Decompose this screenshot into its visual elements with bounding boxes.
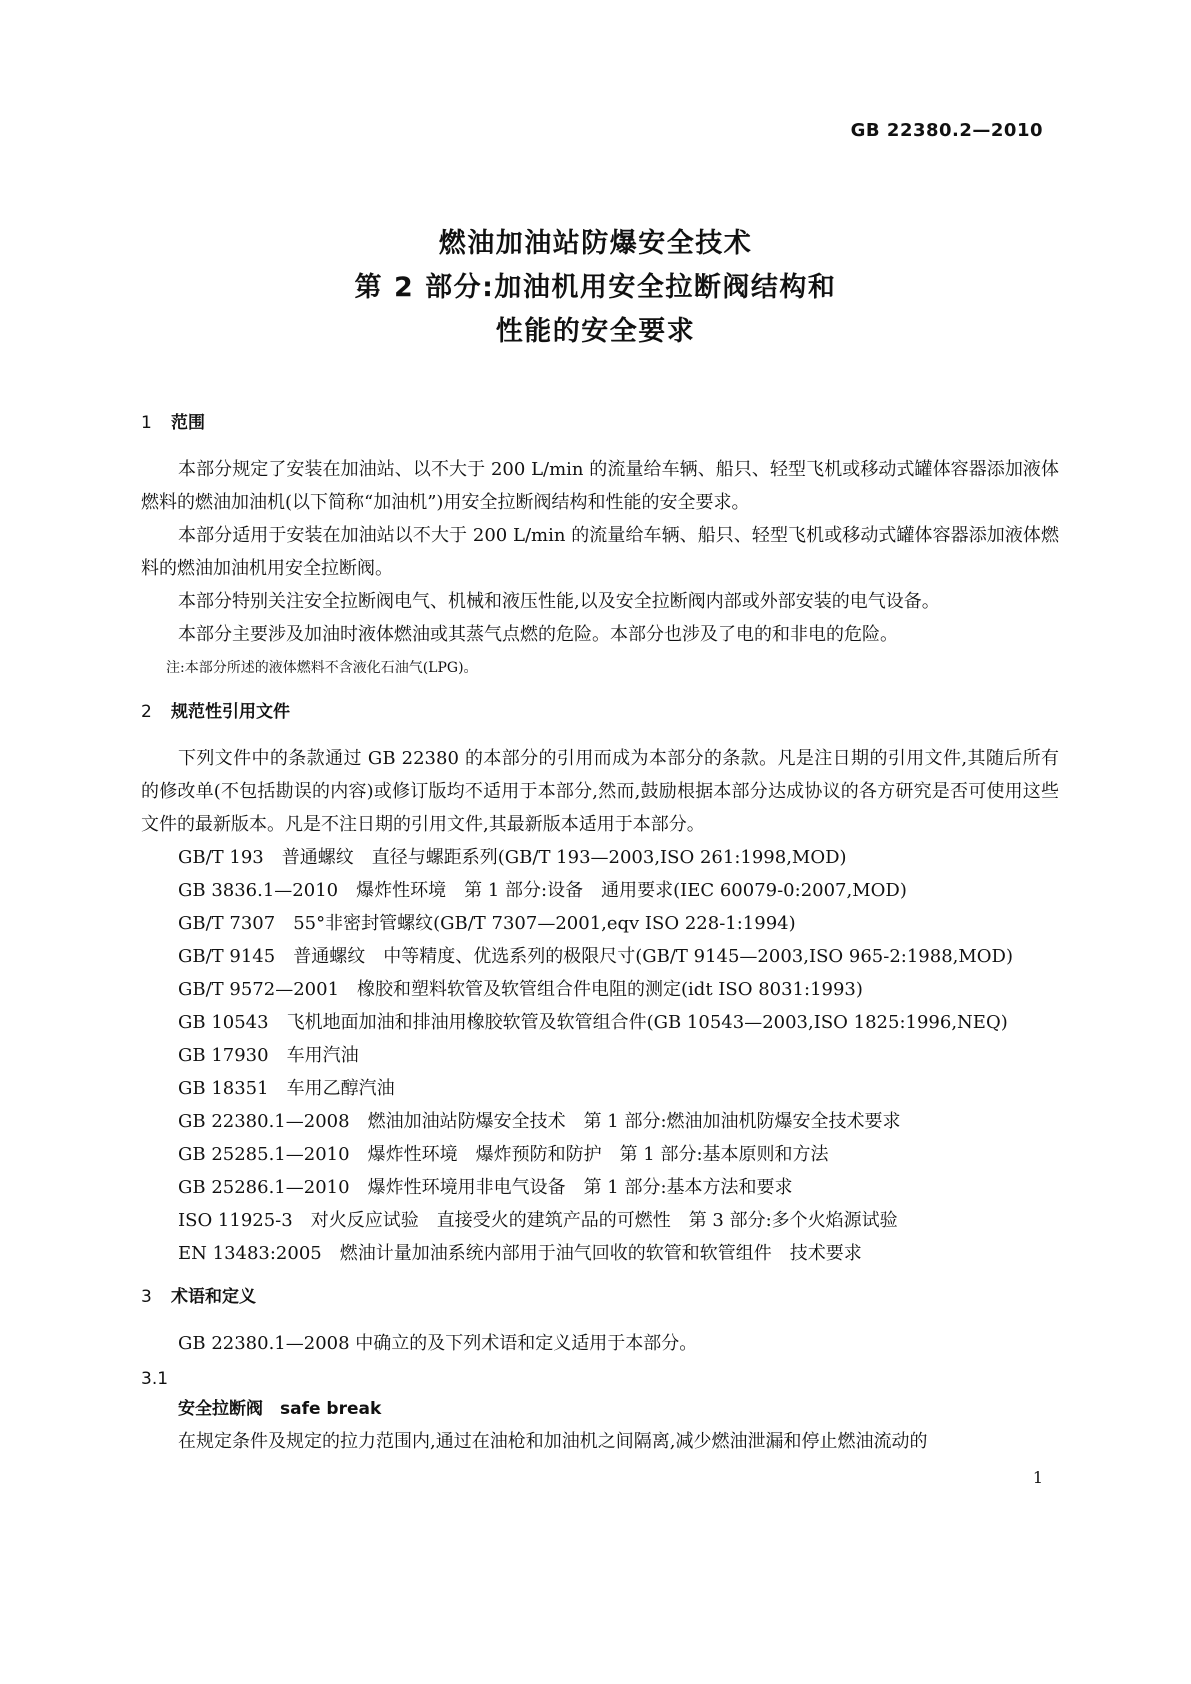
- title-line-1: 燃油加油站防爆安全技术: [438, 228, 753, 259]
- paragraph: 本部分规定了安装在加油站、以不大于 200 L/min 的流量给车辆、船只、轻型飞机或移动式罐体容器添加液体燃料的燃油加油机(以下简称“加油机”)用安全拉断阀结构和性能的安全要求。: [141, 459, 1059, 513]
- reference-item: GB/T 9572—2001 橡胶和塑料软管及软管组合件电阻的测定(idt ISO 8031:1993): [178, 979, 863, 1000]
- subsection-number: 3.1: [141, 1369, 169, 1389]
- section-title: 范围: [171, 413, 205, 433]
- document-title: [0, 222, 1191, 354]
- paragraph: GB 22380.1—2008 中确立的及下列术语和定义适用于本部分。: [178, 1333, 698, 1354]
- reference-item: GB 17930 车用汽油: [178, 1045, 359, 1066]
- reference-item: ISO 11925-3 对火反应试验 直接受火的建筑产品的可燃性 第 3 部分:多个火焰源试验: [178, 1210, 898, 1231]
- reference-item: GB 10543 飞机地面加油和排油用橡胶软管及软管组合件(GB 10543—2003,ISO 1825:1996,NEQ): [178, 1012, 1008, 1033]
- note: 注:本部分所述的液体燃料不含液化石油气(LPG)。: [166, 660, 478, 676]
- paragraph: 本部分适用于安装在加油站以不大于 200 L/min 的流量给车辆、船只、轻型飞机或移动式罐体容器添加液体燃料的燃油加油机用安全拉断阀。: [141, 525, 1059, 579]
- title-line-2: 第 2 部分:加油机用安全拉断阀结构和: [354, 272, 837, 303]
- document-code: GB 22380.2—2010: [850, 120, 1043, 141]
- section-2-heading: [141, 697, 1059, 727]
- section-3-heading: [141, 1282, 1059, 1312]
- page-number: 1: [1032, 1468, 1043, 1487]
- paragraph: 本部分主要涉及加油时液体燃油或其蒸气点燃的危险。本部分也涉及了电的和非电的危险。: [178, 624, 898, 645]
- reference-item: EN 13483:2005 燃油计量加油系统内部用于油气回收的软管和软管组件 技术要求: [178, 1243, 862, 1264]
- term-definition: 在规定条件及规定的拉力范围内,通过在油枪和加油机之间隔离,减少燃油泄漏和停止燃油流动的: [178, 1431, 928, 1452]
- paragraph: 下列文件中的条款通过 GB 22380 的本部分的引用而成为本部分的条款。凡是注日期的引用文件,其随后所有的修改单(不包括勘误的内容)或修订版均不适用于本部分,然而,鼓励根据本部分达成协议的各方研究是否可使用这些文件的最新版本。凡是不注日期的引用文件,其最新版本适用于本部分。: [141, 748, 1059, 835]
- section-number: 3: [141, 1287, 152, 1307]
- reference-item: GB 25286.1—2010 爆炸性环境用非电气设备 第 1 部分:基本方法和要求: [178, 1177, 793, 1198]
- reference-item: GB 18351 车用乙醇汽油: [178, 1078, 395, 1099]
- title-line-3: 性能的安全要求: [495, 316, 696, 347]
- reference-item: GB/T 7307 55°非密封管螺纹(GB/T 7307—2001,eqv ISO 228-1:1994): [178, 913, 796, 934]
- reference-item: GB 3836.1—2010 爆炸性环境 第 1 部分:设备 通用要求(IEC 60079-0:2007,MOD): [178, 880, 907, 901]
- term-title: 安全拉断阀 safe break: [178, 1399, 382, 1419]
- section-1-heading: [141, 408, 1059, 438]
- reference-item: GB/T 9145 普通螺纹 中等精度、优选系列的极限尺寸(GB/T 9145—2003,ISO 965-2:1988,MOD): [178, 946, 1014, 967]
- paragraph: 本部分特别关注安全拉断阀电气、机械和液压性能,以及安全拉断阀内部或外部安装的电气设备。: [178, 591, 940, 612]
- section-title: 规范性引用文件: [171, 702, 290, 722]
- section-title: 术语和定义: [171, 1287, 256, 1307]
- reference-item: GB 25285.1—2010 爆炸性环境 爆炸预防和防护 第 1 部分:基本原则和方法: [178, 1144, 829, 1165]
- document-body: [141, 408, 1059, 1458]
- reference-item: GB 22380.1—2008 燃油加油站防爆安全技术 第 1 部分:燃油加油机防爆安全技术要求: [178, 1111, 901, 1132]
- reference-item: GB/T 193 普通螺纹 直径与螺距系列(GB/T 193—2003,ISO 261:1998,MOD): [178, 847, 847, 868]
- section-number: 1: [141, 413, 152, 433]
- section-number: 2: [141, 702, 152, 722]
